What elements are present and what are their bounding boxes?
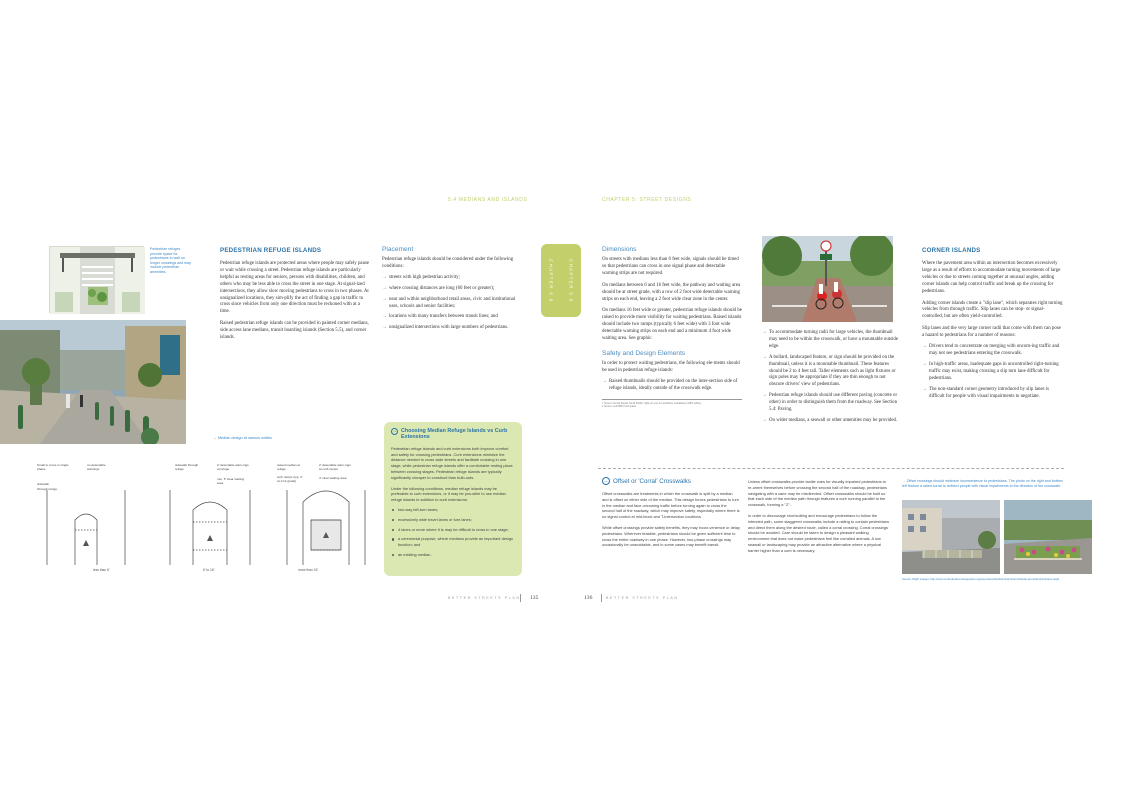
corral-photo-right — [1004, 500, 1092, 574]
choosing-box-item: two-way left-turn lanes; — [391, 507, 515, 513]
section-divider — [598, 468, 1064, 469]
diagram-a-width: less than 6' — [93, 568, 110, 572]
corner-islands-item: → In high-traffic areas, inadequate gaps in uncontrolled right-turning traffic may exist, making crossing a slip turn lane difficult for pedestrians. — [922, 362, 1064, 383]
chapter-tab-text-b: CHAPTER 5.0 — [568, 258, 574, 303]
dimensions-p3: On medians 16 feet wide or greater, pedestrian refuge islands should be raised to provide more visibility for waiting pedestrians. Raised islands should include two ramps (typically 6 feet wide) with 3 foot wide detectable warning strips on each end and a minimum 4 foot wide waiting area. See graphic. — [602, 308, 742, 342]
diagram-a-label3: sidewalk — [37, 482, 49, 486]
page-number-right: 136 — [584, 595, 593, 601]
offset-caption — [902, 479, 1064, 488]
diagram-c-width: more than 16' — [298, 568, 319, 572]
diagram-b-label2: 2' detectable warn-ings at refuge — [217, 463, 249, 471]
footnotes — [602, 399, 742, 410]
choosing-box-item: excessively wide travel lanes or turn lanes; — [391, 517, 515, 523]
refuge-islands-section — [220, 247, 370, 342]
offset-caption-text: Offset crossings should minimize inconvenience to pedestrians. The photo on the right and bottom left feature a railed corral to redirect people with visual impairments to the direction of the crosswalk. — [902, 479, 1063, 488]
margin-caption: Pedestrian refuges provide space for pedestrians to wait on longer crossings and may include pedestrian amenities. — [150, 247, 191, 274]
placement-item: → streets with high pedestrian activity; — [382, 275, 522, 282]
dimensions-section — [602, 246, 742, 409]
photo-caption-text: Median design at various widths — [217, 436, 272, 440]
street-photo-svg — [0, 320, 186, 444]
choosing-box-p2: Under the following conditions, median refuge islands may be preferable to curb extensions, or it may be pos-sible to use median refuge islands in addition to curb extensions: — [391, 485, 506, 503]
offset-p4: In order to discourage shortcutting and encourage pedestrians to follow the intended path, some staggered crosswalks include a railing to contain pedestrians and direct them along the desired route, called a corral crossing. Corral crossings should be avoided. Care should be taken to design a pleasant walking environment that does not make pedestrians feel like corralled animals. A low seawall or landscaping may provide an attractive alternative where a physical barrier higher than a curb is necessary. — [748, 512, 890, 553]
refuge-islands-p1: Pedestrian refuge islands are protected areas where people may safely pause or wait while crossing a street. Pedestrian refuge islands are particularly helpful as resting areas for seniors, persons with disabilities, children, and others who may be less able to cross the street in one stage. At signal-ized intersections, they allow slow moving pedestrians to cross in two phases. At unsignalized locations, they sim-plify the act of finding a gap in traffic to cross since vehicles from only one direction must be reckoned with at a time. — [220, 261, 370, 315]
placement-item: → unsignalized intersections with large numbers of pedestrians. — [382, 325, 522, 332]
dimensions-p1: On streets with medians less than 6 feet wide, signals should be timed so that pedestrians can cross in one signal phase and detectable warning strips are not required. — [602, 257, 739, 276]
choosing-box-item: a ceremonial purpose, where medians provide an important design function; and — [391, 536, 515, 548]
refuge-islands-title: PEDESTRIAN REFUGE ISLANDS — [220, 247, 322, 254]
arrow-circle-icon: → — [392, 428, 397, 434]
refuge-islands-p2: Raised pedestrian refuge islands can be provided in painted corner medians, side access lane medians, transit boarding islands (Section 5.5), and corner islands. — [220, 321, 369, 341]
offset-section — [602, 477, 740, 548]
diagram-c-label1: raised median at refuge — [277, 463, 300, 471]
arrow-icon: → — [213, 436, 217, 440]
choosing-box-p1: Pedestrian refuge islands and curb extensions both improve comfort and safety for crossing pedestrians. Curb extensions minimize the distance needed to cross wide streets and facilitate crossing in one stage, while pedestrian refuge islands offer a comfortable resting place between crossing stages. Pedestrian refuge islands are typically significantly cheaper to construct than bulb-outs. — [391, 445, 513, 480]
photo-right-bullets — [762, 326, 899, 425]
photo-right-bullet: → A bollard, landscaped feature, or sign should be provided on the thumbnail, unless it is a mountable thumbnail. These features should be 2 to 4 feet tall. Taller elements such as light fixtures or sign poles may be appropriate if they are thin enough to not obscure drivers' view of pedestrians. — [762, 355, 899, 390]
placement-intro: Pedestrian refuge islands should be considered under the following conditions: — [382, 257, 514, 269]
corner-islands-p1: Where the pavement area within an intersection becomes excessively large as a result of efforts to accommodate turning movements of large vehicles or due to streets coming together at unusual angles, adding corner islands can help control traffic and break up the crossing for pedestrians. — [922, 261, 1061, 294]
corner-islands-item: → The non-standard corner geometry introduced by slip lanes is difficult for people with visual impairments to negotiate. — [922, 387, 1064, 401]
offset-p1: Offset crosswalks are treatments in which the crosswalk is split by a median and is offset on either side of the median. This design forces pedestrians to turn in the median and face oncoming traffic before turning again to cross the second half of the roadway, which may improve safety, especially where there is no signal control at mid-block and T-intersection locations. — [602, 491, 740, 520]
running-head-right: CHAPTER 5: STREET DESIGNS — [602, 197, 692, 203]
offset-title: Offset or 'Corral' Crosswalks — [613, 477, 691, 485]
corner-islands-title: CORNER ISLANDS — [922, 247, 981, 254]
safety-title: Safety and Design Elements — [602, 349, 686, 357]
running-head-left: 5.4 MEDIANS AND ISLANDS — [448, 197, 528, 203]
photo-right-bullet: → To accommodate turning radii for large vehicles, the thumbnail may need to be within the crosswalk, or have a mountable outside edge. — [762, 330, 899, 351]
diagram-a-label4: through refuge — [37, 487, 58, 491]
corral-photo-left — [902, 500, 1000, 574]
chapter-tab — [541, 244, 581, 317]
diagram-b-width: 6' to 16' — [203, 568, 215, 572]
median-diagram — [35, 460, 375, 580]
choosing-box-title: Choosing Median Refuge Islands vs Curb Extensions — [401, 428, 508, 441]
choosing-box-item: 4 lanes or more where it is may be difficult to cross in one stage; — [391, 527, 515, 533]
diagram-b-label3: min. 5' clear waiting area — [217, 477, 245, 485]
dimensions-title: Dimensions — [602, 246, 637, 253]
placement-section — [382, 246, 522, 332]
refuge-illustration — [49, 246, 144, 313]
placement-item: → locations with many transfers between transit lines; and — [382, 314, 522, 321]
choosing-box-item: an existing median. — [391, 552, 515, 558]
chapter-tab-text-a: CHAPTER 5.0 — [548, 258, 554, 303]
diagram-c-label4: 4' clear waiting area — [319, 476, 347, 480]
arrow-circle-icon: → — [603, 478, 609, 484]
corner-islands-p3: Slip lanes and the very large corner radii that come with them can pose a hazard to pedestrians for a number of reasons: — [922, 326, 1061, 339]
footer-right-text: BETTER STREETS PLAN — [606, 596, 679, 600]
photo-caption — [213, 436, 272, 440]
footnote-2: 2 Source: AASHTO and panel — [602, 405, 636, 409]
placement-item: → where crossing distances are long (60 feet or greater); — [382, 286, 522, 293]
placement-item: → near and within neighborhood retail areas, civic and institutional uses, schools and senior facilities; — [382, 297, 522, 311]
diagram-c-label2: 2' detectable warn-ings at curb ramps — [319, 463, 351, 471]
refuge-photo — [762, 236, 893, 322]
dimensions-p2: On medians between 6 and 16 feet wide, the pathway and waiting area should be at street grade, with a row of 2 foot wide detectable warning strips on each end, leaving a 2 foot wide clear zone in the center. — [602, 282, 741, 302]
offset-section-col2 — [748, 479, 890, 554]
refuge-illustration-svg — [50, 247, 145, 314]
diagram-c-label3: curb ramps (typ. 2' at 1:12 grade) — [277, 475, 303, 483]
refuge-photo-svg — [762, 236, 893, 322]
footer-left-divider — [520, 594, 521, 602]
corner-islands-section — [922, 247, 1064, 400]
corner-islands-item: → Drivers tend to concentrate on merging with oncom-ing traffic and may not see pedestrians entering the crosswalk. — [922, 344, 1064, 358]
corral-photo-left-svg — [902, 500, 1000, 574]
diagram-b-label1: sidewalk through refuge — [175, 463, 199, 471]
footer-right-divider — [601, 594, 602, 602]
placement-title: Placement — [382, 246, 414, 253]
arrow-icon: → — [902, 479, 906, 483]
offset-p3: Unless offset crosswalks provide tactile cues for visually impaired pedestrians to re-orient themselves before crossing the second half of the roadway, pedestrians navigating with a cane may be misdirected. Offset crosswalks should be built so that each side of the median path through features a curb running parallel to the crosswalk, forming a "Z". — [748, 479, 887, 508]
corner-islands-p2: Adding corner islands create a "slip lane", which separates right turning vehicles from through traffic. Slip lanes can be stop- or signal-controlled, but are often yield-controlled. — [922, 300, 1063, 320]
offset-p2: While offset crossings provide safety benefits, they may incon-venience or delay pedestrians. Wherever feasible, pedestrians should be given sufficient time to cross the entire roadway in one phase. However, two-phase crossings may occasionally be unavoidable, and in some cases may benefit transit. — [602, 524, 740, 548]
diagram-a-label1: Small to cross in single phase — [37, 463, 69, 471]
corral-photo-right-svg — [1004, 500, 1092, 574]
page-number-left: 135 — [530, 595, 539, 601]
safety-intro: In order to protect waiting pedestrians, the following ele-ments should be used in pedestrian refuge islands: — [602, 360, 740, 373]
source-credit: Source: Right images: http://www.confederationdesignpark.org/greenstreet/bulletin/trail-final-mithaufe-arrow/ferdyck/place.asp# — [902, 577, 1060, 581]
footnote-1: 1 Source: Kevin Rosell, Draft Public right-of-way Accessibility Guidelines (2005 ADA). — [602, 401, 702, 405]
photo-right-bullet: → On wider medians, a seawall or other amenities may be provided. — [762, 418, 899, 425]
choosing-box — [384, 422, 522, 576]
photo-right-bullet: → Pedestrian refuge islands should use different paving (concrete or other) in order to distinguish them from the roadway. See Section 5.4: Paving. — [762, 393, 899, 414]
safety-item: → Raised thumbnails should be provided on the inter-section side of refuge islands, ideally outside of the crosswalk edge. — [602, 379, 742, 393]
street-photo — [0, 320, 186, 444]
footer-left-text: BETTER STREETS PLAN — [448, 596, 521, 600]
diagram-a-label2: no detectable warnings — [87, 463, 106, 471]
